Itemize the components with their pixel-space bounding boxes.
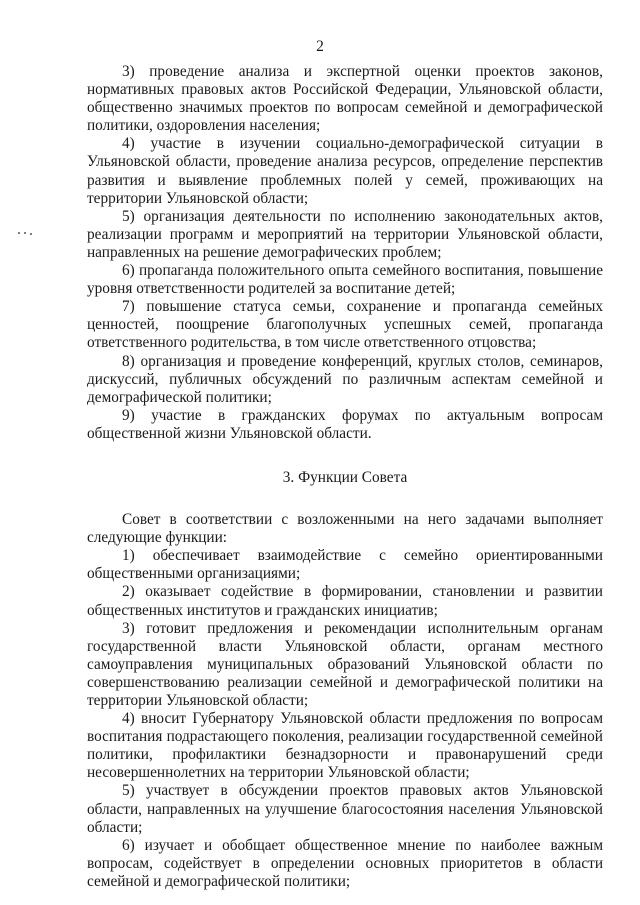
task-item-4: 4) участие в изучении социально-демографической ситуации в Ульяновской области, проведение анализа ресурсов, определение перспектив развития и выявление проблемных полей у семей, проживающих на территории Ульяновской области; <box>87 135 603 207</box>
task-item-3: 3) проведение анализа и экспертной оценки проектов законов, нормативных правовых актов Российской Федерации, Ульяновской области, общественно значимых проектов по вопросам семейной и демографической политики, оздоровления населения; <box>87 63 603 135</box>
scan-speck <box>18 232 20 234</box>
function-item-5: 5) участвует в обсуждении проектов правовых актов Ульяновской области, направленных на улучшение благосостояния населения Ульяновской области; <box>87 782 603 836</box>
function-item-6: 6) изучает и обобщает общественное мнение по наиболее важным вопросам, содействует в определении основных приоритетов в области семейной и демографической политики; <box>87 836 603 890</box>
scan-speck <box>30 233 32 235</box>
page-number: 2 <box>316 38 324 55</box>
function-item-1: 1) обеспечивает взаимодействие с семейно ориентированными общественными организациями; <box>87 547 603 583</box>
scan-speck <box>24 232 26 234</box>
function-item-2: 2) оказывает содействие в формировании, становлении и развитии общественных институтов и гражданских инициатив; <box>87 583 603 619</box>
section-title: 3. Функции Совета <box>282 468 408 486</box>
functions-intro: Совет в соответствии с возложенными на него задачами выполняет следующие функции: <box>87 511 603 547</box>
task-item-5: 5) организация деятельности по исполнению законодательных актов, реализации программ и мероприятий на территории Ульяновской области, направленных на решение демографических проблем; <box>87 207 603 261</box>
task-item-9: 9) участие в гражданских форумах по актуальным вопросам общественной жизни Ульяновской области. <box>87 406 603 442</box>
task-item-6: 6) пропаганда положительного опыта семейного воспитания, повышение уровня ответственности родителей за воспитание детей; <box>87 262 603 298</box>
function-item-3: 3) готовит предложения и рекомендации исполнительным органам государственной власти Ульяновской области, органам местного самоуправления муниципальных образований Ульяновской области по совершенствованию реализации семейной и демографической политики на территории Ульяновской области; <box>87 619 603 709</box>
document-body <box>87 63 603 891</box>
function-item-4: 4) вносит Губернатору Ульяновской области предложения по вопросам воспитания подрастающего поколения, реализации государственной семейной политики, профилактики безнадзорности и правонарушений среди несовершеннолетних на территории Ульяновской области; <box>87 710 603 782</box>
task-item-8: 8) организация и проведение конференций, круглых столов, семинаров, дискуссий, публичных обсуждений по различным аспектам семейной и демографической политики; <box>87 352 603 406</box>
task-item-7: 7) повышение статуса семьи, сохранение и пропаганда семейных ценностей, поощрение благополучных успешных семей, пропаганда ответственного родительства, в том числе ответственного отцовства; <box>87 298 603 352</box>
